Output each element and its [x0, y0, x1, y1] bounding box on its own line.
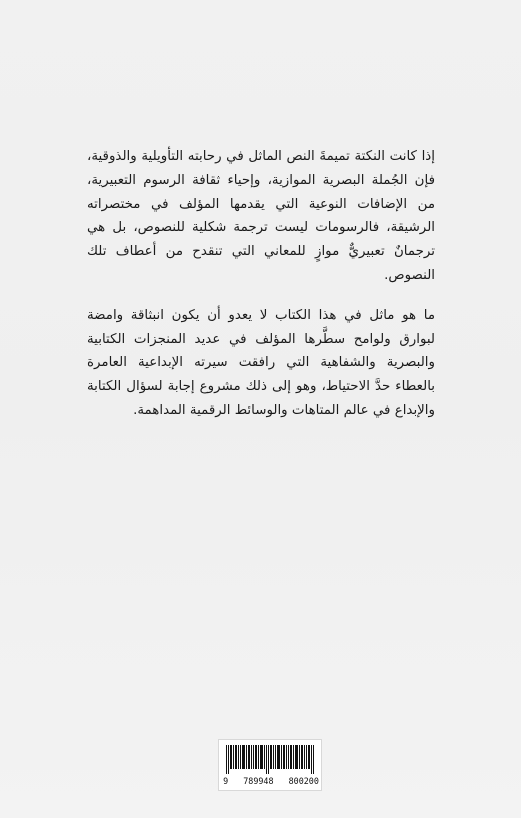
barcode-bars — [226, 745, 316, 774]
blurb-paragraph-1: إذا كانت النكتة تميمةَ النص الماثل في رحابته التأويلية والذوقية، فإن الجُملة البصرية الموازية، وإحياء ثقافة الرسوم التعبيرية، من الإضافات النوعية التي يقدمها المؤلف في مختصراته الرشيقة، فالرسومات ليست ترجمة شكلية للنصوص، بل هي ترجمانٌ تعبيريٌّ موازٍ للمعاني التي تنقدح من أعطاف تلك النصوص. — [87, 149, 435, 283]
isbn-number: 9 789948 800200 — [223, 776, 319, 786]
isbn-barcode — [218, 739, 322, 791]
blurb-paragraph-2: ما هو ماثل في هذا الكتاب لا يعدو أن يكون انبثاقة وامضة لبوارق ولوامح سطَّرها المؤلف في عديد المنجزات الكتابية والبصرية والشفاهية التي رافقت سيرته الإبداعية العامرة بالعطاء حدَّ الاحتياط، وهو إلى ذلك مشروع إجابة لسؤال الكتابة والإبداع في عالم المتاهات والوسائط الرقمية المداهمة. — [87, 307, 435, 418]
blurb-text — [87, 145, 435, 423]
